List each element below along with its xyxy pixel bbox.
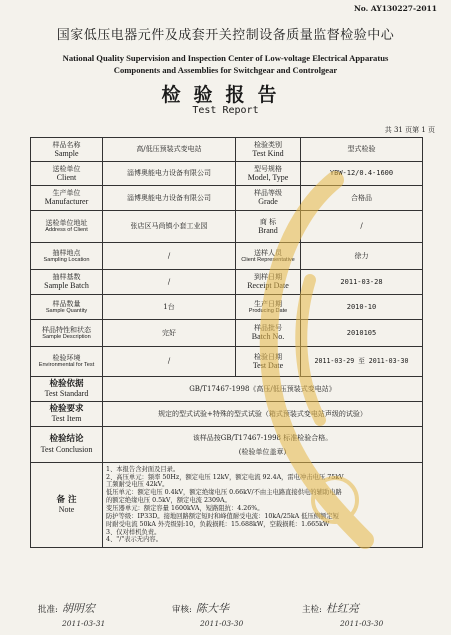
report-table — [30, 137, 423, 548]
test-kind-label: 检验类别 Test Kind — [236, 138, 301, 162]
test-date-label: 检验日期 Test Date — [236, 347, 301, 377]
client-rep-label: 送样人员 Client Representative — [236, 243, 301, 270]
sample-batch-label: 抽样基数 Sample Batch — [31, 270, 103, 295]
sample-batch-value: / — [103, 270, 236, 295]
note-content — [103, 463, 423, 548]
sample-quantity-value: 1台 — [103, 295, 236, 320]
center-name-en-line2: Components and Assemblies for Switchgear and Controlgear — [113, 65, 338, 75]
approve-label: 批准: — [38, 605, 58, 615]
conclusion-value — [103, 427, 423, 463]
test-label: 主检: — [302, 605, 322, 615]
environmental-value: / — [103, 347, 236, 377]
report-title-en: Test Report — [192, 105, 259, 116]
grade-label: 样品等级 Grade — [236, 186, 301, 211]
manufacturer-value: 淄博奥能电力设备有限公司 — [103, 186, 236, 211]
note-line: 2、高压单元：频率 50Hz，额定电压 12kV，额定电流 92.4A，雷电冲击电压 75kV — [106, 473, 344, 481]
sampling-location-label: 抽样地点 Sampling Location — [31, 243, 103, 270]
receipt-date-value: 2011-03-28 — [301, 270, 423, 295]
review-block — [172, 600, 229, 616]
client-rep-value: 徐力 — [301, 243, 423, 270]
note-line: 防护等级：IP33D。接地回路额定短时和峰值耐受电流：10kA/25kA 低压侧额定短 — [106, 512, 339, 520]
approve-block — [38, 600, 95, 616]
sample-quantity-label: 样品数量 Sample Quantity — [31, 295, 103, 320]
conclusion-label: 检验结论 Test Conclusion — [31, 427, 103, 463]
producing-date-label: 生产日期 Producing Date — [236, 295, 301, 320]
conclusion-stamp-note: (检验单位盖章) — [238, 447, 287, 456]
note-line: 工频耐受电压 42kV。 — [106, 481, 169, 489]
note-line: 低压单元：额定电压 0.4kV，额定绝缘电压 0.66kV/不由主电路直接供电的辅助电路 — [106, 489, 342, 497]
model-label: 型号规格 Model, Type — [236, 162, 301, 186]
sample-description-label: 样品特性和状态 Sample Description — [31, 320, 103, 347]
review-signature: 陈大华 — [195, 602, 229, 615]
test-kind-value: 型式检验 — [301, 138, 423, 162]
batch-no-label: 样品批号 Batch No. — [236, 320, 301, 347]
review-label: 审核: — [172, 605, 192, 615]
center-name-en-line1: National Quality Supervision and Inspection Center of Low-voltage Electrical Apparatus — [62, 53, 389, 63]
client-address-label: 送检单位地址 Address of Client — [31, 211, 103, 243]
note-label: 备 注 Note — [31, 463, 103, 548]
center-name-cn: 国家低压电器元件及成套开关控制设备质量监督检验中心 — [56, 28, 395, 43]
manufacturer-label: 生产单位 Manufacturer — [31, 186, 103, 211]
note-line: 1、本报告含封面及目录。 — [106, 465, 180, 473]
test-item-value: 规定的型式试验+特殊的型式试验（箱式预装式变电站声级的试验） — [103, 402, 423, 427]
report-number: No. AY130227-2011 — [353, 4, 437, 13]
signature-footer — [0, 600, 451, 635]
note-line: 时耐受电流 50kA 外壳级别:10，负载损耗：15.688kW，空载损耗：1.665kW — [106, 520, 330, 528]
note-line: 的额定绝缘电压 0.5kV，额定电流 2309A。 — [106, 497, 231, 505]
conclusion-text: 该样品按GB/T17467-1998 标准检验合格。 — [192, 433, 333, 442]
batch-no-value: 2010105 — [301, 320, 423, 347]
test-standard-label: 检验依据 Test Standard — [31, 377, 103, 402]
approve-date: 2011-03-31 — [62, 619, 106, 628]
brand-label: 商 标 Brand — [236, 211, 301, 243]
test-date-sign: 2011-03-30 — [340, 619, 384, 628]
page-info: 共 31 页第 1 页 — [384, 126, 435, 134]
note-line: 3、仅对样机负责。 — [106, 528, 161, 536]
sample-name-value: 高/低压预装式变电站 — [103, 138, 236, 162]
client-address-value: 张店区马尚镇小套工业园 — [103, 211, 236, 243]
model-value: YBW-12/0.4-1600 — [301, 162, 423, 186]
sample-description-value: 完好 — [103, 320, 236, 347]
test-signature: 杜红亮 — [325, 602, 359, 615]
review-date: 2011-03-30 — [200, 619, 244, 628]
test-standard-value: GB/T17467-1998《高压/低压预装式变电站》 — [103, 377, 423, 402]
test-date-value: 2011-03-29 至 2011-03-30 — [301, 347, 423, 377]
sampling-location-value: / — [103, 243, 236, 270]
report-title-cn: 检验报告 — [161, 84, 290, 106]
receipt-date-label: 到样日期 Receipt Date — [236, 270, 301, 295]
brand-value: / — [301, 211, 423, 243]
note-line: 4、"/"表示无内容。 — [106, 536, 162, 544]
grade-value: 合格品 — [301, 186, 423, 211]
test-block — [302, 600, 359, 616]
test-item-label: 检验要求 Test Item — [31, 402, 103, 427]
note-line: 变压器单元：额定容量 1600kVA，短路阻抗：4.26%。 — [106, 505, 264, 512]
producing-date-value: 2010-10 — [301, 295, 423, 320]
approve-signature: 胡明宏 — [61, 602, 95, 615]
client-value: 淄博奥能电力设备有限公司 — [103, 162, 236, 186]
sample-name-label: 样品名称 Sample — [31, 138, 103, 162]
environmental-label: 检验环境 Environmental for Test — [31, 347, 103, 377]
client-label: 送检单位 Client — [31, 162, 103, 186]
